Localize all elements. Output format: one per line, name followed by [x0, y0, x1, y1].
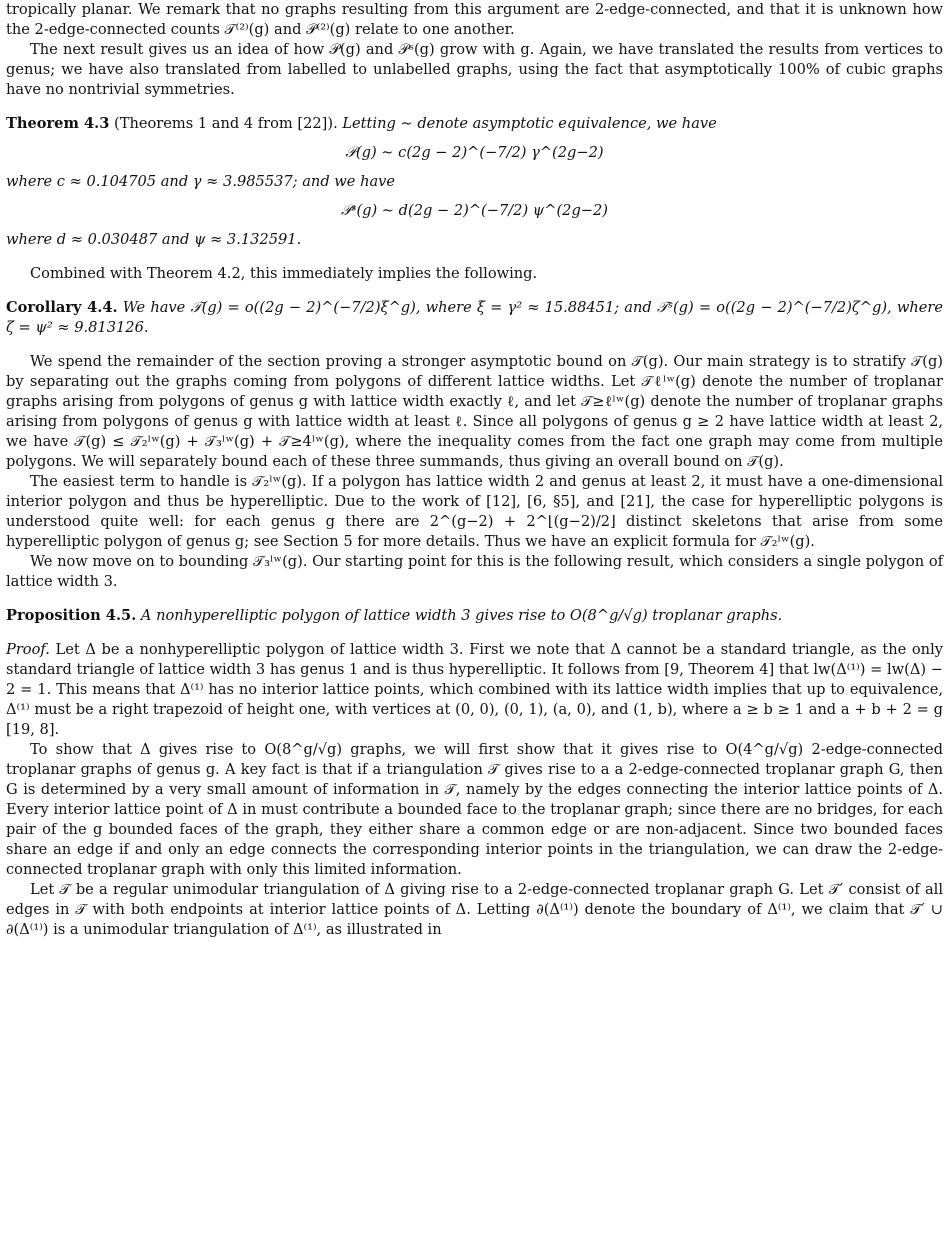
proof-paragraph-3: Let 𝒯 be a regular unimodular triangulation of Δ giving rise to a 2-edge-connected troplanar graph G. Let 𝒯′ consist of all edges in 𝒯 with both endpoints at interior lattice points of Δ. Letting ∂(Δ⁽¹⁾) denote the boundary of Δ⁽¹⁾, we claim that 𝒯′ ∪ ∂(Δ⁽¹⁾) is a unimodular triangulation of Δ⁽¹⁾, as illustrated in — [6, 881, 943, 938]
corollary-4-4-heading: Corollary 4.4. — [6, 299, 118, 316]
proposition-4-5 — [6, 606, 943, 626]
proof-text-1: Let Δ be a nonhyperelliptic polygon of lattice width 3. First we note that Δ cannot be a standard triangle, as the only standard triangle of lattice width 3 has genus 1 and is thus hyperelliptic. It follows from [9, Theorem 4] that lw(Δ⁽¹⁾) = lw(Δ) − 2 = 1. This means that Δ⁽¹⁾ has no interior lattice points, which combined with its lattice width implies that up to equivalence, Δ⁽¹⁾ must be a right trapezoid of height one, with vertices at (0, 0), (0, 1), (a, 0), and (1, b), where a ≥ b ≥ 1 and a + b + 2 = g [19, 8]. — [6, 641, 943, 738]
theorem-4-3-citation: (Theorems 1 and 4 from [22]). — [114, 115, 338, 132]
corollary-4-4 — [6, 298, 943, 338]
proposition-4-5-heading: Proposition 4.5. — [6, 607, 137, 624]
paragraph-strategy: We spend the remainder of the section proving a stronger asymptotic bound on 𝒯(g). Our main strategy is to stratify 𝒯(g) by separating out the graphs coming from polygons of different lattice widths. Let 𝒯ℓˡʷ(g) denote the number of troplanar graphs arising from polygons of genus g with lattice width exactly ℓ, and let 𝒯≥ℓˡʷ(g) denote the number of troplanar graphs arising from polygons of genus g with lattice width at least ℓ. Since all polygons of genus g ≥ 2 have lattice width at least 2, we have 𝒯(g) ≤ 𝒯₂ˡʷ(g) + 𝒯₃ˡʷ(g) + 𝒯≥4ˡʷ(g), where the inequality comes from the fact one graph may come from multiple polygons. We will separately bound each of these three summands, thus giving an overall bound on 𝒯(g). — [6, 353, 943, 470]
theorem-4-3 — [6, 114, 943, 134]
equation-p-g: 𝒫(g) ∼ c(2g − 2)^(−7/2) γ^(2g−2) — [345, 144, 604, 161]
paragraph-hyperelliptic: The easiest term to handle is 𝒯₂ˡʷ(g). If a polygon has lattice width 2 and genus at least 2, it must have a one-dimensional interior polygon and thus be hyperelliptic. Due to the work of [12], [6, §5], and [21], the case for hyperelliptic polygons is understood quite well: for each genus g there are 2^(g−2) + 2^⌊(g−2)/2⌋ distinct skeletons that arise from some hyperelliptic polygon of genus g; see Section 5 for more details. Thus we have an explicit formula for 𝒯₂ˡʷ(g). — [6, 473, 943, 550]
theorem-4-3-constants-2: where d ≈ 0.030487 and ψ ≈ 3.132591. — [6, 231, 302, 248]
equation-ps-g: 𝒫ˢ(g) ∼ d(2g − 2)^(−7/2) ψ^(2g−2) — [341, 202, 608, 219]
paragraph-growth: The next result gives us an idea of how 𝒫(g) and 𝒫ˢ(g) grow with g. Again, we have translated the results from vertices to genus; we have also translated from labelled to unlabelled graphs, using the fact that asymptotically 100% of cubic graphs have no nontrivial symmetries. — [6, 41, 943, 98]
theorem-4-3-statement: Letting ∼ denote asymptotic equivalence, we have — [342, 115, 717, 132]
proof-paragraph-2: To show that Δ gives rise to O(8^g/√g) graphs, we will first show that it gives rise to O(4^g/√g) 2-edge-connected troplanar graphs of genus g. A key fact is that if a triangulation 𝒯 gives rise to a a 2-edge-connected troplanar graph G, then G is determined by a very small amount of information in 𝒯, namely by the edges connecting the interior lattice points of Δ. Every interior lattice point of Δ in must contribute a bounded face to the troplanar graph; since there are no bridges, for each pair of the g bounded faces of the graph, they either share a common edge or are non-adjacent. Since two bounded faces share an edge if and only an edge connects the corresponding interior points in the triangulation, we can draw the 2-edge-connected troplanar graph with only this limited information. — [6, 741, 943, 878]
paragraph-continuation: tropically planar. We remark that no graphs resulting from this argument are 2-edge-connected, and that it is unknown how the 2-edge-connected counts 𝒯⁽²⁾(g) and 𝒫⁽²⁾(g) relate to one another. — [6, 1, 943, 38]
paragraph-combined: Combined with Theorem 4.2, this immediately implies the following. — [30, 265, 538, 282]
theorem-4-3-heading: Theorem 4.3 — [6, 115, 110, 132]
paragraph-width-three: We now move on to bounding 𝒯₃ˡʷ(g). Our starting point for this is the following result, which considers a single polygon of lattice width 3. — [6, 553, 944, 590]
proof-paragraph-1 — [6, 640, 943, 740]
proposition-4-5-statement: A nonhyperelliptic polygon of lattice width 3 gives rise to O(8^g/√g) troplanar graphs. — [140, 607, 783, 624]
proof-label: Proof. — [6, 641, 50, 658]
corollary-4-4-statement: We have 𝒯(g) = o((2g − 2)^(−7/2)ξ^g), where ξ = γ² ≈ 15.88451; and 𝒯ˢ(g) = o((2g − 2)^(−7/2)ζ^g), where ζ = ψ² ≈ 9.813126. — [6, 299, 943, 336]
theorem-4-3-constants-1: where c ≈ 0.104705 and γ ≈ 3.985537; and we have — [6, 173, 396, 190]
